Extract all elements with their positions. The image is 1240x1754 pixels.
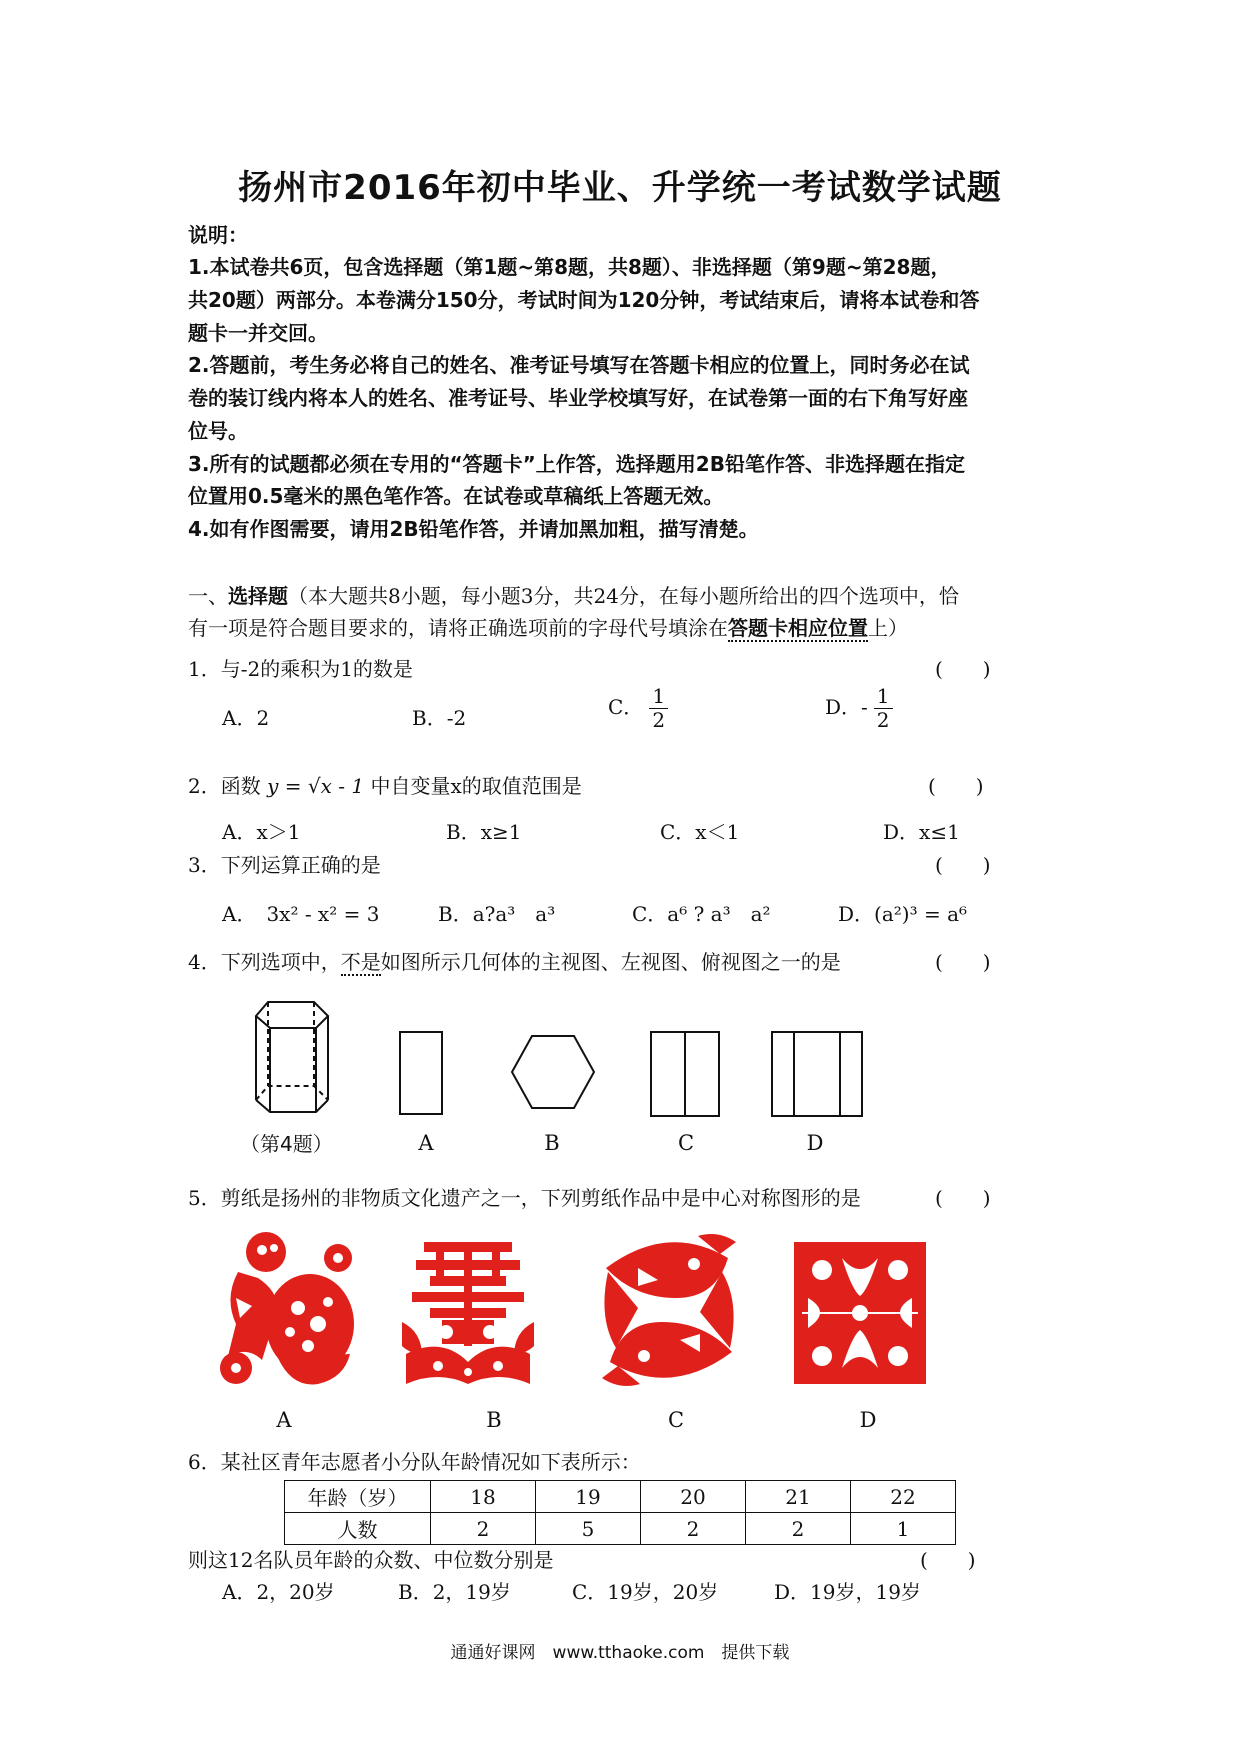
- table-cell: 22: [851, 1481, 956, 1513]
- answer-paren: ( ): [935, 1186, 991, 1210]
- q3-option-c: C．a⁶ ? a³ a²: [632, 902, 771, 926]
- table-cell: 1: [851, 1513, 956, 1545]
- q2-option-c: C．x＜1: [660, 820, 740, 844]
- q2-option-d: D．x≤1: [883, 820, 960, 844]
- section-desc: （本大题共8小题，每小题3分，共24分，在每小题所给出的四个选项中，恰: [288, 584, 959, 608]
- answer-paren: ( ): [920, 1548, 976, 1572]
- table-cell: 18: [431, 1481, 536, 1513]
- q4-stem-end: 如图所示几何体的主视图、左视图、俯视图之一的是: [380, 950, 841, 974]
- table-row: [285, 1513, 956, 1545]
- q1-option-a: A．2: [222, 706, 270, 730]
- denominator: 2: [652, 708, 666, 732]
- papercut-fish-image: [598, 1228, 740, 1392]
- figure-label-a: A: [418, 1131, 434, 1155]
- footer-credit: 通通好课网 www.tthaoke.com 提供下载: [450, 1643, 790, 1663]
- question-6-query: 则这12名队员年龄的众数、中位数分别是: [188, 1548, 554, 1572]
- instruction-line: 1.本试卷共6页，包含选择题（第1题~第8题，共8题）、非选择题（第9题~第28题，: [188, 255, 951, 279]
- answer-paren: ( ): [928, 774, 984, 798]
- section-number: 一、: [188, 584, 228, 608]
- question-2-stem: [188, 770, 582, 799]
- table-cell: 2: [746, 1513, 851, 1545]
- q2-option-b: B．x≥1: [446, 820, 522, 844]
- table-cell: 人数: [285, 1513, 431, 1545]
- question-4-stem: [188, 946, 841, 975]
- instruction-line: 位置用0.5毫米的黑色笔作答。在试卷或草稿纸上答题无效。: [188, 484, 724, 508]
- papercut-ornament-image: [792, 1240, 928, 1386]
- instruction-line: 共20题）两部分。本卷满分150分，考试时间为120分钟，考试结束后，请将本试卷和答: [188, 288, 980, 312]
- q1-option-b: B．-2: [412, 706, 467, 730]
- numerator: 1: [874, 685, 893, 709]
- question-1-stem: 1．与-2的乘积为1的数是: [188, 657, 413, 681]
- q2-stem-end: 中自变量x的取值范围是: [370, 774, 582, 798]
- q3-option-b: B．a?a³ a³: [438, 902, 556, 926]
- instruction-line: 位号。: [188, 419, 248, 443]
- figure-4-caption: （第4题）: [240, 1132, 333, 1156]
- table-cell: 21: [746, 1481, 851, 1513]
- section-name: 选择题: [228, 584, 288, 608]
- section-desc-end: 上）: [868, 616, 908, 640]
- figure-label-d: D: [806, 1131, 824, 1155]
- q2-option-a: A．x＞1: [222, 820, 301, 844]
- table-cell: 2: [431, 1513, 536, 1545]
- q4-stem-start: 4．下列选项中，: [188, 950, 341, 974]
- numerator: 1: [649, 685, 668, 709]
- question-3-stem: 3．下列运算正确的是: [188, 853, 381, 877]
- q6-option-d: D．19岁，19岁: [774, 1580, 921, 1604]
- table-cell: 2: [641, 1513, 746, 1545]
- q1-option-c: [608, 685, 668, 732]
- papercut-label-a: A: [276, 1408, 292, 1432]
- q2-stem-start: 2．函数: [188, 774, 261, 798]
- answer-paren: ( ): [935, 853, 991, 877]
- q6-option-a: A．2，20岁: [222, 1580, 335, 1604]
- papercut-label-c: C: [667, 1408, 685, 1432]
- q2-formula: y = √x - 1: [267, 774, 365, 798]
- q1-option-d-label: D．-: [825, 695, 868, 719]
- papercut-label-b: B: [486, 1408, 502, 1432]
- q1-option-c-label: C．: [608, 695, 644, 719]
- papercut-monkey-image: [218, 1228, 360, 1390]
- option-b-hexagon: [510, 1034, 596, 1110]
- denominator: 2: [876, 708, 890, 732]
- table-cell: 年龄（岁）: [285, 1481, 431, 1513]
- papercut-label-d: D: [859, 1408, 877, 1432]
- instruction-line: 2.答题前，考生务必将自己的姓名、准考证号填写在答题卡相应的位置上，同时务必在试: [188, 353, 970, 377]
- age-table: [284, 1480, 956, 1545]
- answer-paren: ( ): [935, 950, 991, 974]
- q6-option-c: C．19岁，20岁: [572, 1580, 719, 1604]
- fraction: [874, 685, 893, 732]
- option-a-rectangle: [398, 1030, 444, 1116]
- section-desc-text: 有一项是符合题目要求的，请将正确选项前的字母代号填涂在: [188, 616, 728, 640]
- section-desc-line: [188, 612, 908, 641]
- answer-card-emphasis: 答题卡相应位置: [728, 616, 868, 640]
- q3-option-d: D．(a²)³ = a⁶: [838, 902, 968, 926]
- section-heading: [188, 580, 959, 609]
- q4-emphasis: 不是: [340, 950, 381, 974]
- q6-option-b: B．2，19岁: [398, 1580, 511, 1604]
- instruction-line: 卷的装订线内将本人的姓名、准考证号、毕业学校填写好，在试卷第一面的右下角写好座: [188, 386, 968, 410]
- q1-option-d: [825, 685, 893, 732]
- table-cell: 5: [536, 1513, 641, 1545]
- fraction: [649, 685, 668, 732]
- question-6-stem: 6．某社区青年志愿者小分队年龄情况如下表所示：: [188, 1450, 641, 1474]
- table-cell: 20: [641, 1481, 746, 1513]
- papercut-double-happiness-image: [402, 1236, 534, 1386]
- q3-option-a: A． 3x² - x² = 3: [222, 902, 380, 926]
- option-d-rectangle: [770, 1030, 864, 1118]
- hexagonal-prism-figure: [250, 998, 334, 1116]
- exam-title: 扬州市2016年初中毕业、升学统一考试数学试题: [238, 168, 1002, 208]
- figure-label-b: B: [544, 1131, 560, 1155]
- instruction-line: 题卡一并交回。: [188, 321, 328, 345]
- instruction-line: 4.如有作图需要，请用2B铅笔作答，并请加黑加粗，描写清楚。: [188, 517, 759, 541]
- instruction-line: 3.所有的试题都必须在专用的“答题卡”上作答，选择题用2B铅笔作答、非选择题在指定: [188, 452, 965, 476]
- question-5-stem: 5．剪纸是扬州的非物质文化遗产之一，下列剪纸作品中是中心对称图形的是: [188, 1186, 861, 1210]
- option-c-rectangle: [649, 1030, 721, 1118]
- table-cell: 19: [536, 1481, 641, 1513]
- answer-paren: ( ): [935, 657, 991, 681]
- instructions-heading: 说明：: [188, 223, 248, 247]
- table-header-row: [285, 1481, 956, 1513]
- figure-label-c: C: [677, 1131, 695, 1155]
